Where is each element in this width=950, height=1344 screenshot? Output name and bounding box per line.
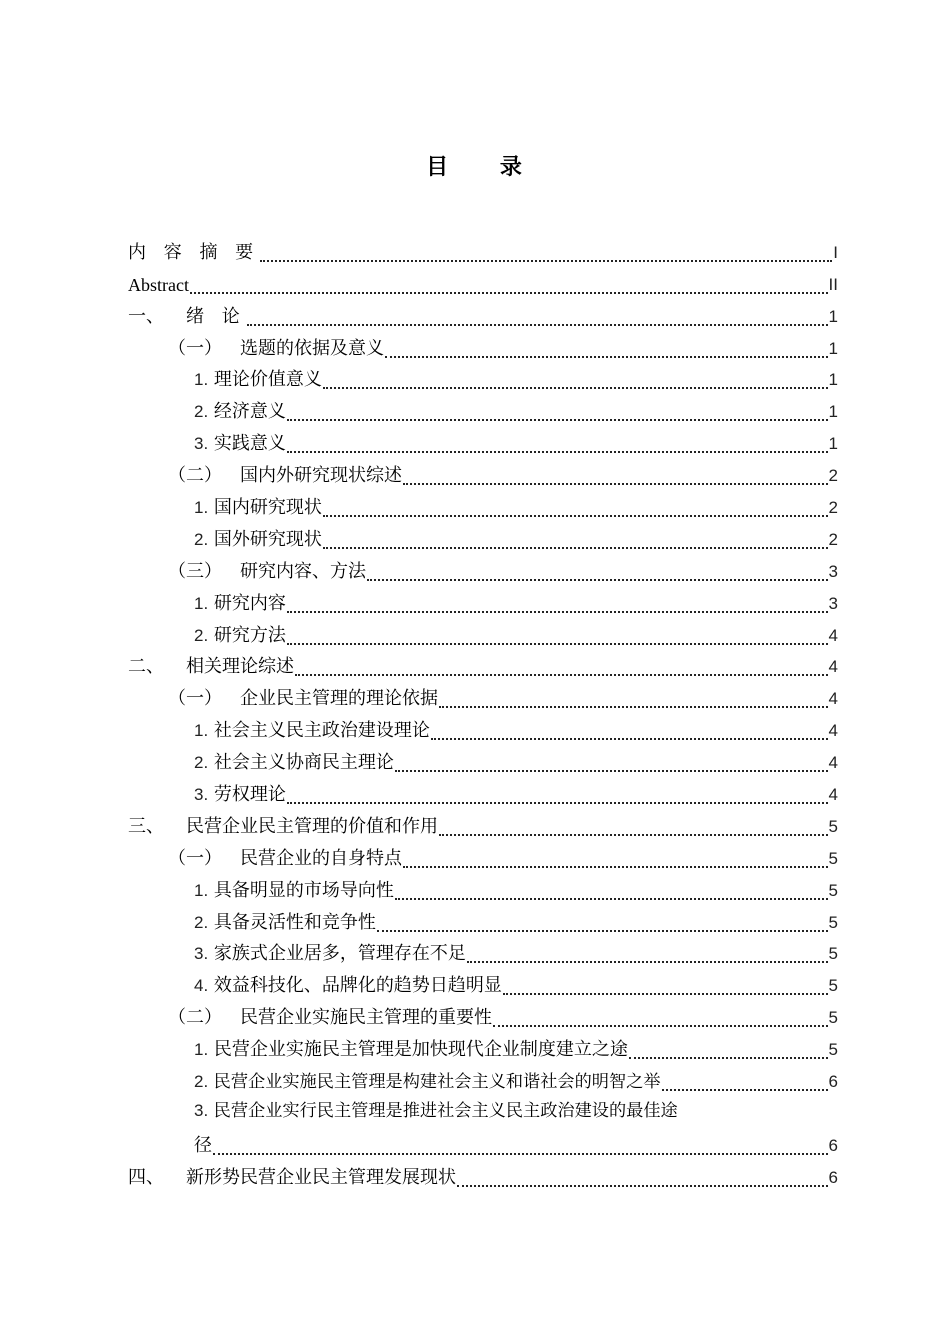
- toc-leader-dots: [431, 736, 828, 740]
- toc-entry[interactable]: [128, 457, 838, 489]
- toc-page-number: 4: [828, 625, 838, 645]
- toc-item-number: 2.: [194, 529, 209, 549]
- toc-leader-dots: [395, 768, 828, 772]
- toc-entry[interactable]: [128, 904, 838, 936]
- toc-entry-label: [168, 846, 402, 872]
- toc-leader-dots: [287, 800, 828, 804]
- toc-page-number: 2: [828, 529, 838, 549]
- toc-chapter-marker: 四、: [128, 1166, 164, 1188]
- toc-entry-label: [194, 623, 286, 649]
- toc-page-number: 1: [828, 370, 838, 390]
- toc-entry-text: 社会主义协商民主理论: [213, 752, 394, 774]
- toc-page-number: 6: [828, 1135, 838, 1155]
- toc-entry-label: [194, 527, 322, 553]
- toc-entry[interactable]: [128, 1159, 838, 1191]
- toc-leader-dots: [287, 449, 828, 453]
- toc-item-number: 2.: [194, 912, 209, 932]
- toc-leader-dots: [403, 481, 828, 485]
- toc-entry[interactable]: [128, 553, 838, 585]
- toc-entry-text: 研究内容、方法: [240, 560, 366, 582]
- toc-entry-label: [168, 559, 366, 585]
- toc-entry-label: [194, 973, 502, 999]
- toc-entry[interactable]: [128, 585, 838, 617]
- toc-item-number: 2.: [194, 625, 209, 645]
- toc-leader-dots: [367, 577, 828, 581]
- toc-entry-label: Abstract: [128, 274, 189, 295]
- toc-entry-text: 具备灵活性和竞争性: [213, 911, 376, 933]
- toc-entry-label: [194, 941, 466, 967]
- toc-entry-text: 实践意义: [213, 433, 286, 455]
- toc-leader-dots: [213, 1151, 828, 1155]
- toc-entry-text-cont: 径: [194, 1134, 212, 1156]
- toc-entry-text: 新形势民营企业民主管理发展现状: [186, 1166, 456, 1188]
- toc-entry[interactable]: [128, 872, 838, 904]
- toc-leader-dots: [395, 896, 828, 900]
- toc-leader-dots: [377, 928, 828, 932]
- toc-leader-dots: [403, 864, 828, 868]
- toc-page-number: 5: [828, 912, 838, 932]
- toc-entry-text: 民营企业的自身特点: [240, 847, 402, 869]
- toc-entry[interactable]: [128, 425, 838, 457]
- toc-entry-label: [194, 750, 394, 776]
- toc-entry-label: [168, 336, 384, 362]
- toc-page-number: 3: [828, 561, 838, 581]
- toc-entry[interactable]: [128, 330, 838, 362]
- toc-leader-dots: [493, 1023, 828, 1027]
- toc-entry-text: 选题的依据及意义: [240, 337, 384, 359]
- toc-entry-label: [168, 1005, 492, 1031]
- toc-entry-label: [194, 1037, 628, 1063]
- toc-entry-label: 内 容 摘 要: [128, 241, 260, 263]
- toc-entry-text: 企业民主管理的理论依据: [240, 688, 438, 710]
- toc-entry-label: [194, 1069, 661, 1095]
- toc-item-number: 1.: [194, 370, 209, 390]
- toc-entry[interactable]: [128, 489, 838, 521]
- toc-item-number: 3.: [194, 1101, 209, 1121]
- toc-entry[interactable]: [128, 967, 838, 999]
- toc-entry-label: [194, 1095, 838, 1127]
- toc-leader-dots: [247, 322, 828, 326]
- toc-entry[interactable]: [128, 1063, 838, 1095]
- toc-item-number: 4.: [194, 976, 209, 996]
- toc-entry-text: 绪 论: [186, 305, 246, 327]
- toc-entry-text: 民营企业实施民主管理是构建社会主义和谐社会的明智之举: [213, 1072, 661, 1093]
- toc-entry-label: [168, 463, 402, 489]
- toc-entry-text: 民营企业民主管理的价值和作用: [186, 815, 438, 837]
- toc-entry-label: [194, 878, 394, 904]
- toc-page-number: 6: [828, 1072, 838, 1092]
- toc-entry-label: [194, 591, 286, 617]
- table-of-contents: [128, 234, 838, 1191]
- toc-entry-label: [194, 399, 286, 425]
- toc-page-number: 1: [828, 434, 838, 454]
- toc-leader-dots: [190, 290, 828, 294]
- toc-item-number: 3.: [194, 944, 209, 964]
- toc-entry-label: [128, 814, 438, 840]
- toc-entry[interactable]: [128, 680, 838, 712]
- toc-entry-label: [194, 367, 322, 393]
- toc-entry[interactable]: [128, 1095, 838, 1159]
- toc-entry-text: 国外研究现状: [213, 528, 322, 550]
- toc-page-number: 5: [828, 816, 838, 836]
- toc-leader-dots: [439, 704, 828, 708]
- toc-chapter-marker: 三、: [128, 815, 164, 837]
- toc-entry[interactable]: [128, 776, 838, 808]
- toc-item-number: 2.: [194, 1072, 209, 1092]
- toc-section-marker: （一）: [168, 847, 222, 869]
- toc-page-number: 4: [828, 785, 838, 805]
- toc-section-marker: （二）: [168, 465, 222, 487]
- toc-entry[interactable]: [128, 234, 838, 266]
- toc-leader-dots: [629, 1055, 828, 1059]
- toc-page-number: 1: [828, 402, 838, 422]
- toc-section-marker: （一）: [168, 337, 222, 359]
- toc-item-number: 1.: [194, 721, 209, 741]
- toc-leader-dots: [457, 1183, 828, 1187]
- toc-entry-text: 理论价值意义: [213, 369, 322, 391]
- toc-leader-dots: [503, 991, 828, 995]
- toc-item-number: 1.: [194, 498, 209, 518]
- toc-entry-label: [128, 304, 246, 330]
- toc-page-number: 6: [828, 1167, 838, 1187]
- toc-entry[interactable]: [128, 617, 838, 649]
- toc-leader-dots: [287, 609, 828, 613]
- toc-entry-label: [194, 431, 286, 457]
- toc-section-marker: （三）: [168, 560, 222, 582]
- toc-entry-text: 具备明显的市场导向性: [213, 879, 394, 901]
- toc-entry[interactable]: [128, 298, 838, 330]
- toc-item-number: 1.: [194, 593, 209, 613]
- toc-leader-dots: [295, 672, 828, 676]
- toc-page-number: 2: [828, 466, 838, 486]
- toc-entry[interactable]: [128, 521, 838, 553]
- toc-page-number: 5: [828, 848, 838, 868]
- toc-page-number: 4: [828, 657, 838, 677]
- toc-entry-text: 国内研究现状: [213, 497, 322, 519]
- toc-page-number: I: [833, 242, 838, 262]
- toc-page-number: 5: [828, 1008, 838, 1028]
- toc-leader-dots: [260, 258, 832, 262]
- toc-title: 目 录: [426, 155, 524, 180]
- toc-page-number: 2: [828, 498, 838, 518]
- toc-chapter-marker: 一、: [128, 305, 164, 327]
- toc-entry-continuation: [194, 1127, 838, 1159]
- toc-entry-text: 效益科技化、品牌化的趋势日趋明显: [213, 975, 502, 997]
- toc-entry-label: [194, 782, 286, 808]
- toc-entry-text: 相关理论综述: [186, 656, 294, 678]
- toc-entry[interactable]: [128, 362, 838, 394]
- toc-page-number: 3: [828, 593, 838, 613]
- toc-entry[interactable]: [128, 393, 838, 425]
- toc-entry-label: [128, 1165, 456, 1191]
- toc-page-number: 5: [828, 944, 838, 964]
- toc-entry[interactable]: [128, 808, 838, 840]
- toc-entry-label: [128, 654, 294, 680]
- toc-page-number: 1: [828, 306, 838, 326]
- toc-entry-text: 民营企业实施民主管理是加快现代企业制度建立之途: [213, 1039, 628, 1061]
- toc-section-marker: （二）: [168, 1007, 222, 1029]
- toc-entry-text: 国内外研究现状综述: [240, 465, 402, 487]
- toc-item-number: 3.: [194, 785, 209, 805]
- toc-entry[interactable]: [128, 999, 838, 1031]
- toc-entry[interactable]: [128, 1031, 838, 1063]
- toc-leader-dots: [323, 545, 828, 549]
- toc-entry[interactable]: [128, 744, 838, 776]
- toc-leader-dots: [287, 641, 828, 645]
- toc-leader-dots: [662, 1087, 828, 1091]
- toc-leader-dots: [439, 832, 828, 836]
- toc-item-number: 1.: [194, 880, 209, 900]
- toc-item-number: 2.: [194, 402, 209, 422]
- toc-chapter-marker: 二、: [128, 656, 164, 678]
- toc-entry-label: [194, 495, 322, 521]
- toc-entry[interactable]: [128, 840, 838, 872]
- toc-page-number: 5: [828, 880, 838, 900]
- toc-entry-label: [194, 910, 376, 936]
- toc-entry-text: 劳权理论: [213, 784, 286, 806]
- toc-leader-dots: [467, 959, 828, 963]
- toc-page-number: 5: [828, 976, 838, 996]
- toc-leader-dots: [323, 513, 828, 517]
- toc-item-number: 1.: [194, 1040, 209, 1060]
- toc-entry-text: 研究内容: [213, 592, 286, 614]
- toc-entry-text: 家族式企业居多，管理存在不足: [213, 943, 466, 965]
- toc-entry-label: [194, 718, 430, 744]
- toc-leader-dots: [385, 354, 828, 358]
- toc-entry-text: 民营企业实行民主管理是推进社会主义民主政治建设的最佳途: [213, 1101, 678, 1122]
- toc-page-number: 4: [828, 689, 838, 709]
- toc-entry-text: 民营企业实施民主管理的重要性: [240, 1007, 492, 1029]
- toc-entry[interactable]: [128, 936, 838, 968]
- toc-page-number: II: [828, 274, 838, 294]
- toc-leader-dots: [323, 385, 828, 389]
- toc-entry-label: [168, 686, 438, 712]
- toc-entry-text: 社会主义民主政治建设理论: [213, 720, 430, 742]
- toc-item-number: 2.: [194, 753, 209, 773]
- toc-entry[interactable]: [128, 712, 838, 744]
- toc-item-number: 3.: [194, 434, 209, 454]
- toc-leader-dots: [287, 417, 828, 421]
- toc-entry[interactable]: [128, 266, 838, 298]
- toc-page-number: 5: [828, 1040, 838, 1060]
- toc-page-number: 1: [828, 338, 838, 358]
- toc-section-marker: （一）: [168, 688, 222, 710]
- toc-page-number: 4: [828, 721, 838, 741]
- toc-entry-text: 研究方法: [213, 624, 286, 646]
- toc-entry-text: 经济意义: [213, 401, 286, 423]
- toc-entry[interactable]: [128, 649, 838, 681]
- toc-page-number: 4: [828, 753, 838, 773]
